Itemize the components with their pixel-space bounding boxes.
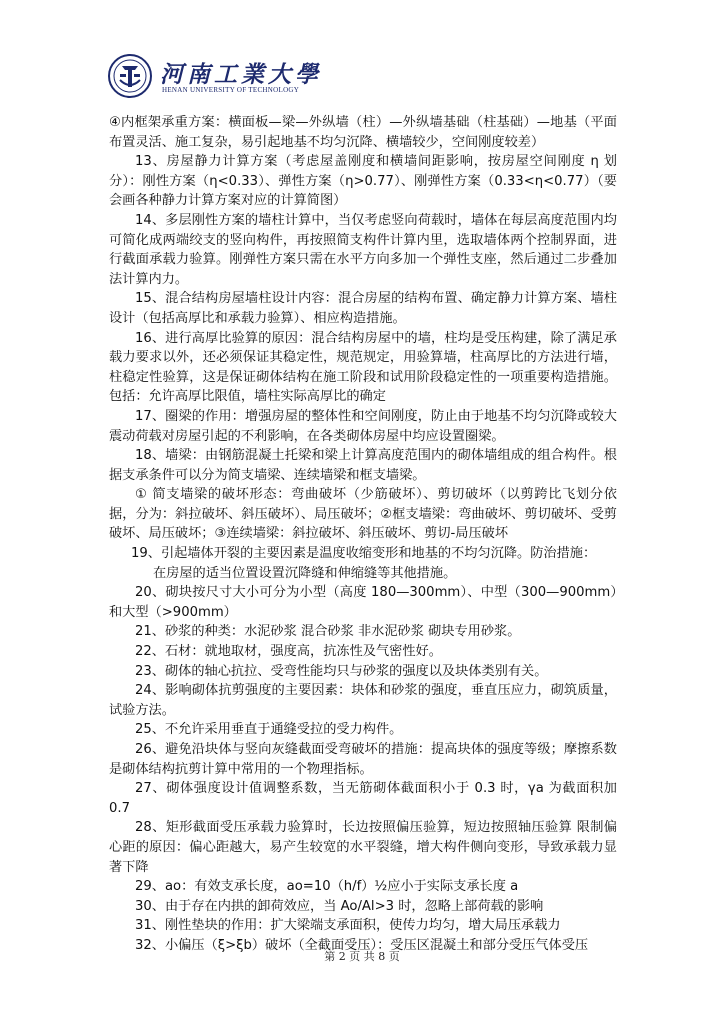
paragraph: 14、多层刚性方案的墙柱计算中，当仅考虑竖向荷载时，墙体在每层高度范围内均可简化成两端绞支的竖向构件，再按照简支构件计算内里，选取墙体两个控制界面，进行截面承载力验算。刚弹性方案只需在水平方向多加一个弹性支座，然后通过二步叠加法计算内力。: [109, 212, 617, 287]
paragraph: ① 简支墙梁的破坏形态：弯曲破坏（少筋破坏）、剪切破坏（以剪跨比飞划分依据，分为：斜拉破坏、斜压破坏）、局压破坏；②框支墙梁：弯曲破坏、剪切破坏、受剪破坏、局压破坏；③连续墙梁：斜拉破坏、斜压破坏、剪切-局压破坏: [109, 487, 617, 542]
paragraph: 28、矩形截面受压承载力验算时，长边按照偏压验算，短边按照轴压验算 限制偏心距的原因：偏心距越大，易产生较宽的水平裂缝，增大构件侧向变形，导致承载力显著下降: [109, 820, 617, 875]
university-seal-icon: [108, 54, 152, 98]
paragraph: 30、由于存在内拱的卸荷效应，当 Ao/Al>3 时，忽略上部荷载的影响: [135, 898, 544, 914]
paragraph: 26、避免沿块体与竖向灰缝截面受弯破坏的措施：提高块体的强度等级；摩擦系数是砌体结构抗剪计算中常用的一个物理指标。: [109, 742, 617, 777]
paragraph: 25、不允许采用垂直于通缝受拉的受力构件。: [135, 722, 403, 738]
paragraph: 27、砌体强度设计值调整系数，当无筋砌体截面积小于 0.3 时，γa 为截面积加 0.7: [109, 781, 617, 816]
paragraph: 21、砂浆的种类：水泥砂浆 混合砂浆 非水泥砂浆 砌块专用砂浆。: [135, 624, 521, 640]
paragraph: 17、圈梁的作用：增强房屋的整体性和空间刚度，防止由于地基不均匀沉降或较大震动荷载对房屋引起的不利影响，在各类砌体房屋中均应设置圈梁。: [109, 408, 617, 444]
school-name-en: HENAN UNIVERSITY OF TECHNOLOGY: [162, 86, 300, 94]
school-name-cn: 河南工業大學: [160, 61, 322, 88]
paragraph: 20、砌块按尺寸大小可分为小型（高度 180—300mm）、中型（300—900mm）和大型（>900mm）: [109, 585, 617, 620]
paragraph: 在房屋的适当位置设置沉降缝和伸缩缝等其他措施。: [153, 565, 457, 581]
paragraph: 29、ao：有效支承长度，ao=10（h/f）½应小于实际支承长度 a: [135, 879, 519, 895]
university-header: [108, 52, 628, 106]
paragraph: 32、小偏压（ξ>ξb）破坏（全截面受压）：受压区混凝土和部分受压气体受压: [135, 937, 589, 953]
paragraph: 18、墙梁：由钢筋混凝土托梁和梁上计算高度范围内的砌体墙组成的组合构件。根据支承条件可以分为简支墙梁、连续墙梁和框支墙梁。: [109, 448, 617, 483]
paragraph: 22、石材：就地取材，强度高，抗冻性及气密性好。: [135, 644, 442, 660]
paragraph: ④内框架承重方案：横面板—梁—外纵墙（柱）—外纵墙基础（柱基础）—地基（平面布置灵活、施工复杂，易引起地基不均匀沉降、横墙较少，空间刚度较差）: [109, 115, 617, 150]
page-number: 第 2 页 共 8 页: [324, 950, 400, 963]
paragraph: 15、混合结构房屋墙柱设计内容：混合房屋的结构布置、确定静力计算方案、墙柱设计（包括高厚比和承载力验算）、相应构造措施。: [109, 291, 617, 326]
paragraph: 24、影响砌体抗剪强度的主要因素：块体和砂浆的强度，垂直压应力，砌筑质量，试验方法。: [109, 683, 617, 718]
paragraph: 19、引起墙体开裂的主要因素是温度收缩变形和地基的不均匀沉降。防治措施：: [131, 546, 597, 562]
paragraph: 31、刚性垫块的作用：扩大梁端支承面积，使传力均匀，增大局压承载力: [135, 918, 561, 934]
paragraph: 13、房屋静力计算方案（考虑屋盖刚度和横墙间距影响，按房屋空间刚度 η 划分）：刚性方案（η<0.33）、弹性方案（η>0.77）、刚弹性方案（0.33<η<0.77）（要会画各种静力计算方案对应的计算简图）: [109, 154, 617, 209]
document-body: [109, 113, 617, 956]
paragraph: 16、进行高厚比验算的原因：混合结构房屋中的墙，柱均是受压构建，除了满足承载力要求以外，还必须保证其稳定性，规范规定，用验算墙，柱高厚比的方法进行墙，柱稳定性验算，这是保证砌体结构在施工阶段和试用阶段稳定性的一项重要构造措施。包括：允许高厚比限值，墙柱实际高厚比的确定: [109, 330, 617, 405]
paragraph: 23、砌体的轴心抗拉、受弯性能均只与砂浆的强度以及块体类别有关。: [135, 663, 548, 679]
